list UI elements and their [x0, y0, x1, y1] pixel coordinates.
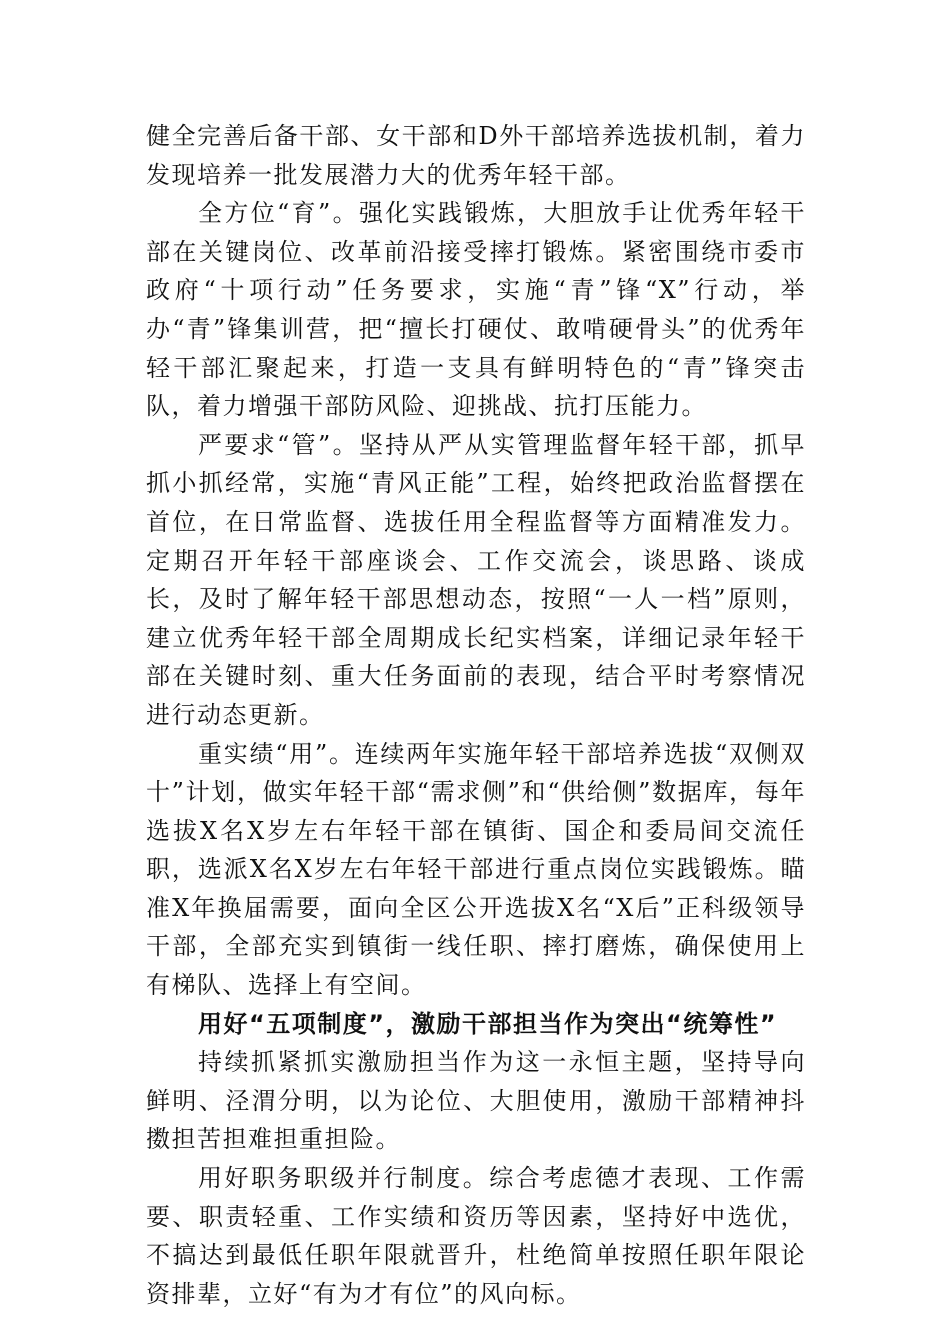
paragraph-use: 重实绩“用”。连续两年实施年轻干部培养选拔“双侧双十”计划，做实年轻干部“需求侧”和“供给侧”数据库，每年选拔X名X岁左右年轻干部在镇街、国企和委局间交流任职，选派X名X岁左右年轻干部进行重点岗位实践锻炼。瞄准X年换届需要，面向全区公开选拔X名“X后”正科级领导干部，全部充实到镇街一线任职、摔打磨炼，确保使用上有梯队、选择上有空间。	[146, 739, 806, 1000]
paragraph-manage: 严要求“管”。坚持从严从实管理监督年轻干部，抓早抓小抓经常，实施“青风正能”工程，始终把政治监督摆在首位，在日常监督、选拔任用全程监督等方面精准发力。定期召开年轻干部座谈会、工作交流会，谈思路、谈成长，及时了解年轻干部思想动态，按照“一人一档”原则，建立优秀年轻干部全周期成长纪实档案，详细记录年轻干部在关键时刻、重大任务面前的表现，结合平时考察情况进行动态更新。	[146, 430, 806, 729]
paragraph-rank-system: 用好职务职级并行制度。综合考虑德才表现、工作需要、职责轻重、工作实绩和资历等因素，坚持好中选优，不搞达到最低任职年限就晋升，杜绝简单按照任职年限论资排辈，立好“有为才有位”的风向标。	[146, 1164, 806, 1308]
document-body	[146, 117, 806, 1313]
paragraph-continuation: 健全完善后备干部、女干部和D外干部培养选拔机制，着力发现培养一批发展潜力大的优秀年轻干部。	[146, 122, 806, 189]
section-heading: 用好“五项制度”，激励干部担当作为突出“统筹性”	[198, 1009, 778, 1038]
paragraph-incentive: 持续抓紧抓实激励担当作为这一永恒主题，坚持导向鲜明、泾渭分明，以为论位、大胆使用，激励干部精神抖擞担苦担难担重担险。	[146, 1048, 806, 1154]
paragraph-cultivate: 全方位“育”。强化实践锻炼，大胆放手让优秀年轻干部在关键岗位、改革前沿接受摔打锻炼。紧密围绕市委市政府“十项行动”任务要求，实施“青”锋“X”行动，举办“青”锋集训营，把“擅长打硬仗、敢啃硬骨头”的优秀年轻干部汇聚起来，打造一支具有鲜明特色的“青”锋突击队，着力增强干部防风险、迎挑战、抗打压能力。	[146, 199, 806, 421]
